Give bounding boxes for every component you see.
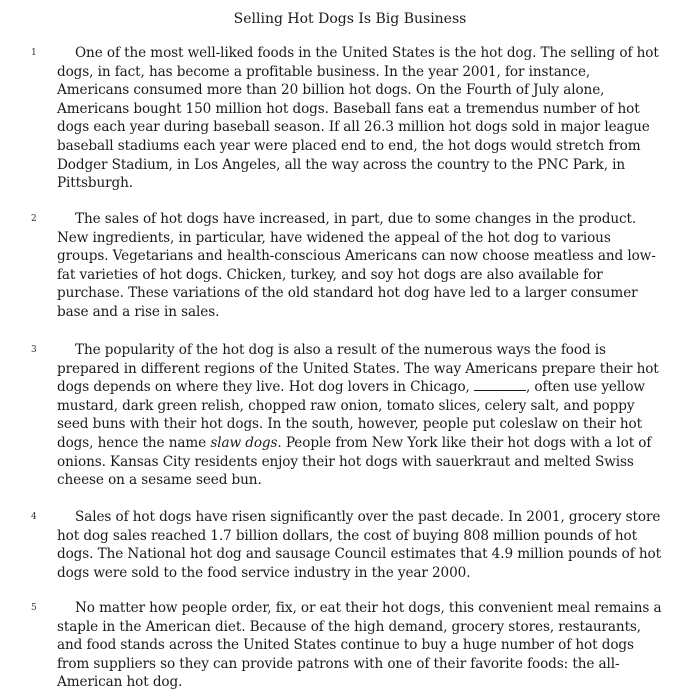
paragraph-3-text-a: The popularity of the hot dog is also a result of the numerous ways the food is prepared in different regions of the United States. The way Americans prepare their hot dogs depends on where they live. Hot dog lovers in Chicago, [57,342,659,396]
paragraph-number: 3 [31,345,37,355]
paragraph-3 [57,341,665,490]
paragraph-number: 5 [31,603,37,613]
paragraph-1: One of the most well-liked foods in the United States is the hot dog. The selling of hot dogs, in fact, has become a profitable business. In the year 2001, for instance, Americans consumed more than 20 billion hot dogs. On the Fourth of July alone, Americans bought 150 million hot dogs. Baseball fans eat a tremendus number of hot dogs each year during baseball season. If all 26.3 million hot dogs sold in major league baseball stadiums each year were placed end to end, the hot dogs would stretch from Dodger Stadium, in Los Angeles, all the way across the country to the PNC Park, in Pittsburgh. [57,45,659,192]
paragraph-number: 1 [31,48,37,58]
italic-term: slaw dogs [210,434,278,451]
paragraph-3-text-c: . People from New York like their hot dogs with a lot of onions. Kansas City residents enjoy their hot dogs with sauerkraut and melted Swiss cheese on a sesame seed bun. [57,434,652,489]
paragraph-2: The sales of hot dogs have increased, in part, due to some changes in the product. New ingredients, in particular, have widened the appeal of the hot dog to various groups. Vegetarians and health-conscious Americans can now choose meatless and low-fat varieties of hot dogs. Chicken, turkey, and soy hot dogs are also available for purchase. These variations of the old standard hot dog have led to a larger consumer base and a rise in sales. [57,211,656,320]
paragraph-3-text-b: , often use yellow mustard, dark green relish, chopped raw onion, tomato slices, celery salt, and poppy seed buns with their hot dogs. In the south, however, people put coleslaw on their hot dogs, hence the name [57,379,645,451]
document-title: Selling Hot Dogs Is Big Business [233,11,467,27]
paragraph-number: 4 [31,512,37,522]
paragraph-4: Sales of hot dogs have risen significantly over the past decade. In 2001, grocery store hot dog sales reached 1.7 billion dollars, the cost of buying 808 million pounds of hot dogs. The National hot dog and sausage Council estimates that 4.9 million pounds of hot dogs were sold to the food service industry in the year 2000. [57,509,661,581]
paragraph-5: No matter how people order, fix, or eat their hot dogs, this convenient meal remains a staple in the American diet. Because of the high demand, grocery stores, restaurants, and food stands across the United States continue to buy a huge number of hot dogs from suppliers so they can provide patrons with one of their favorite foods: the all-American hot dog. [57,600,662,691]
fill-in-blank [474,378,526,391]
paragraph-number: 2 [31,214,37,224]
